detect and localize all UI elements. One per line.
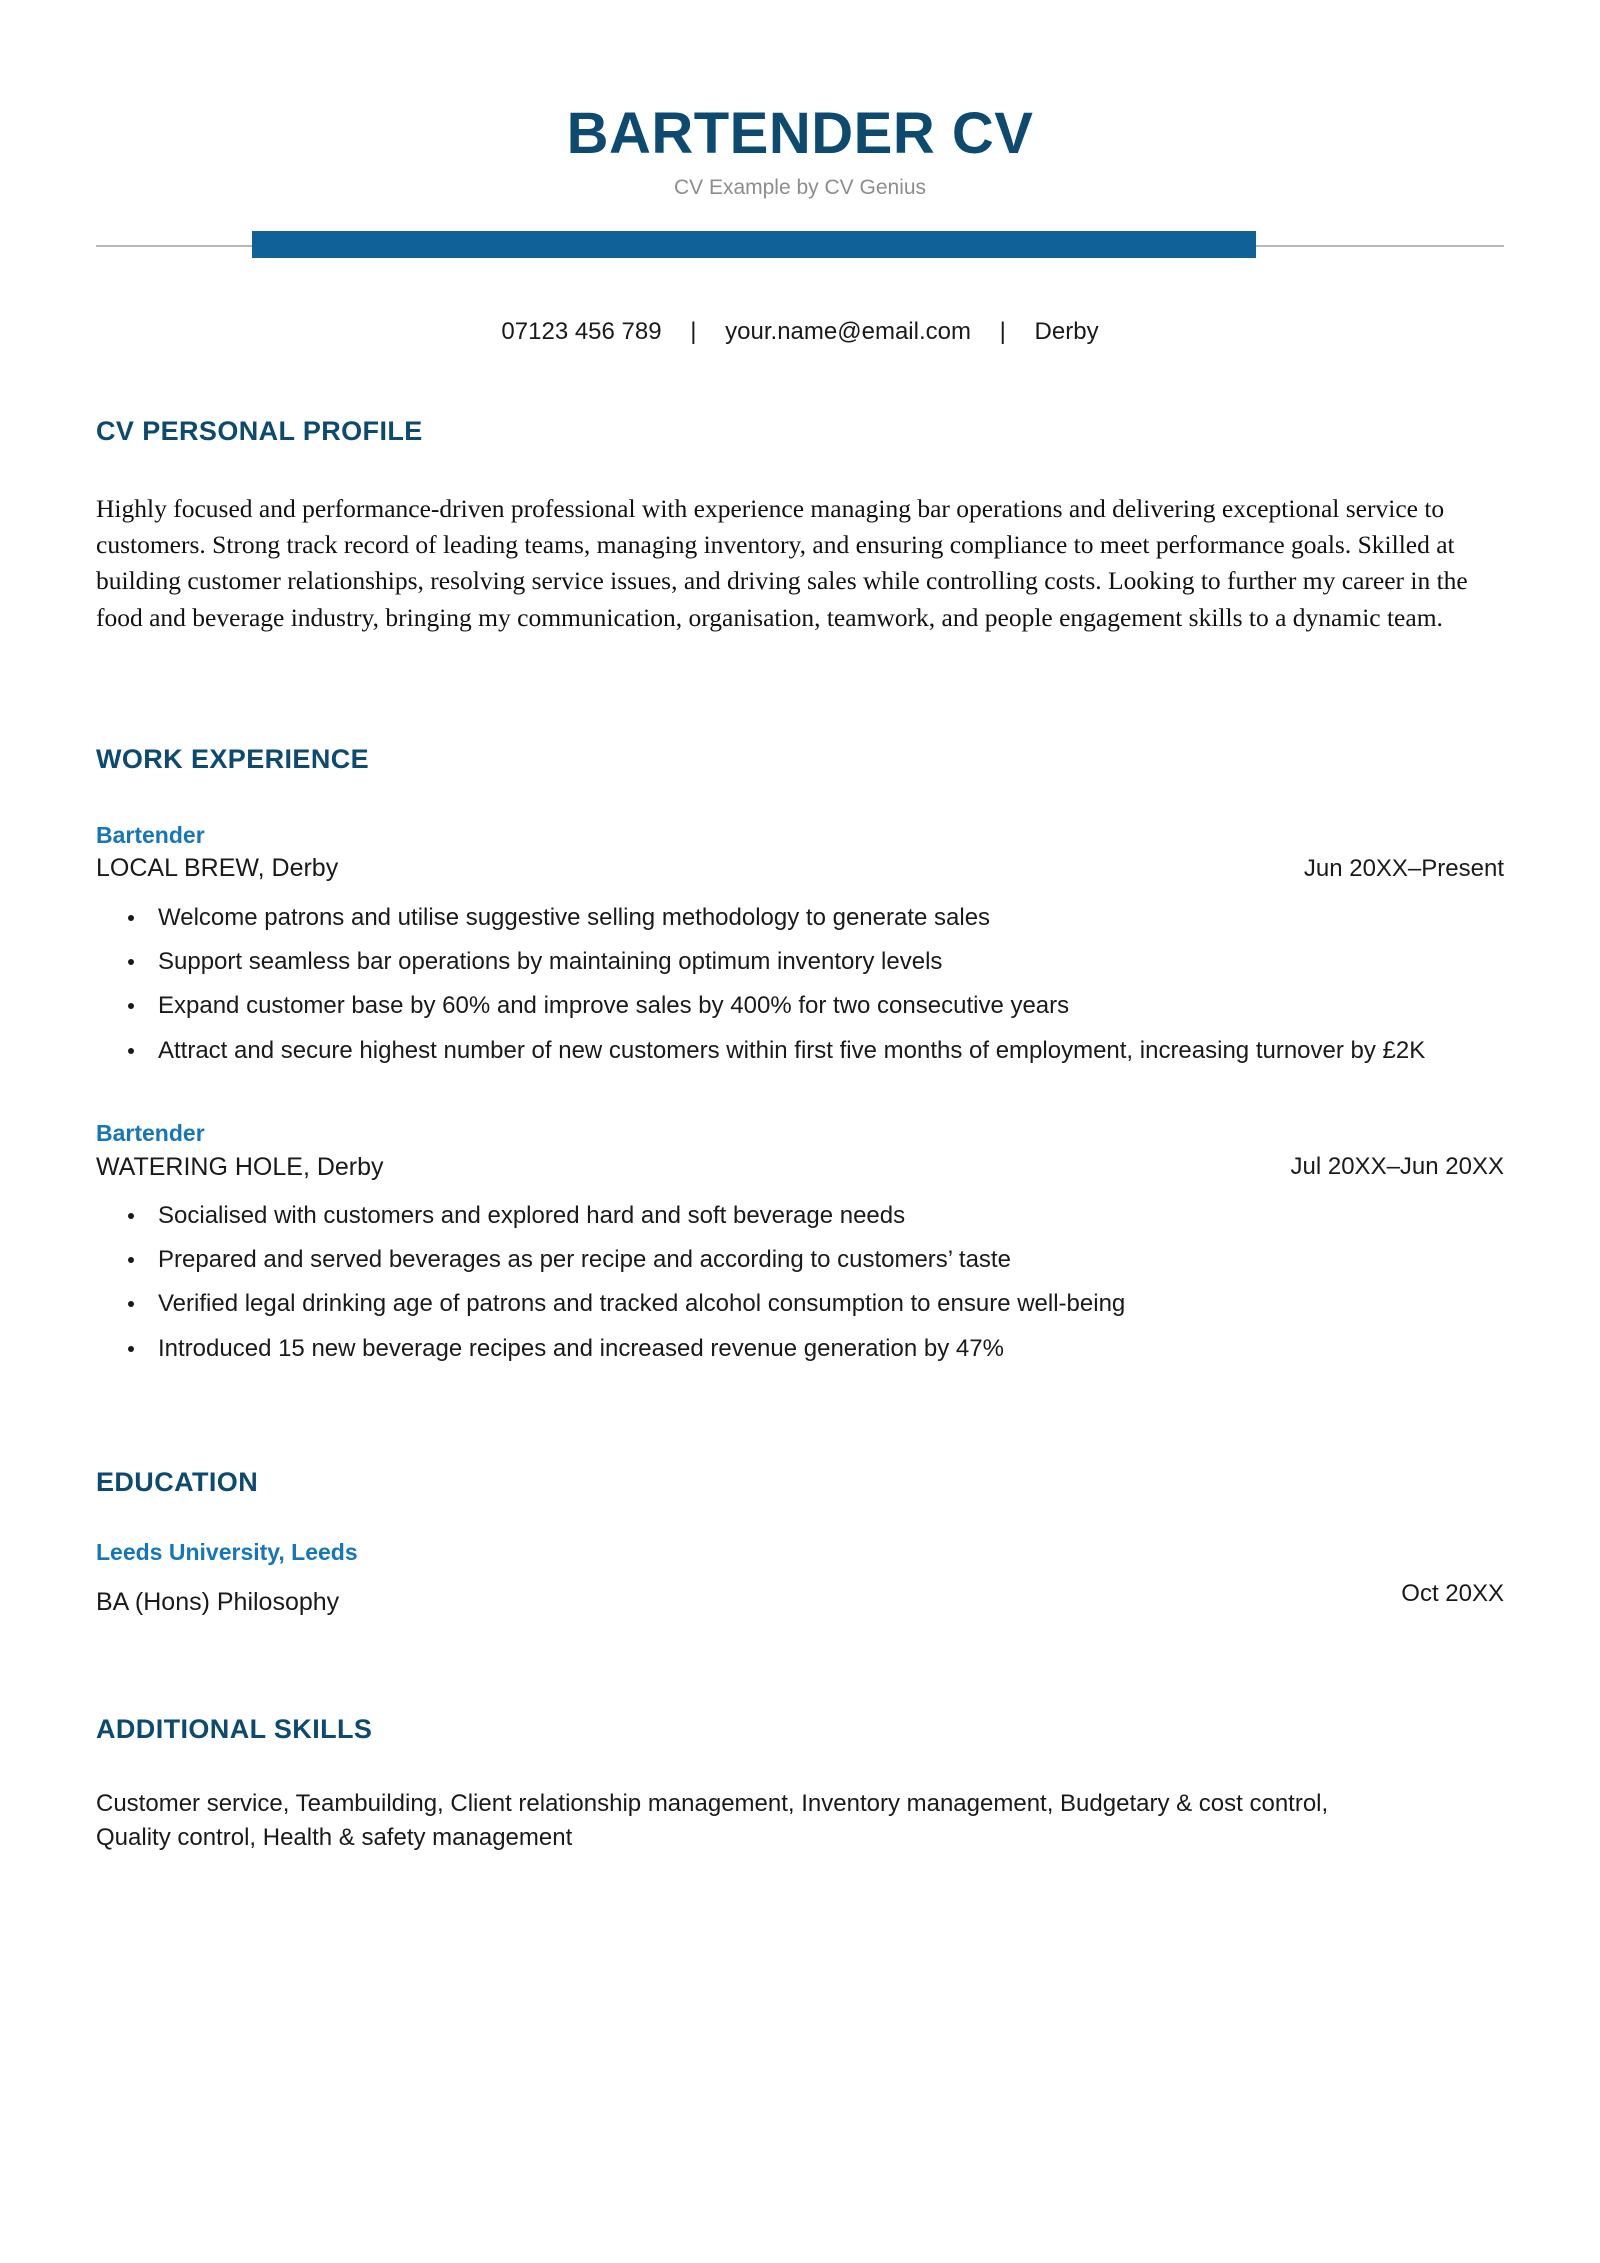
section-work-experience — [96, 744, 1504, 1363]
work-entry-organisation: LOCAL BREW, Derby — [96, 854, 339, 883]
work-entry-dates: Jul 20XX–Jun 20XX — [1290, 1152, 1504, 1180]
contact-separator-2: | — [999, 317, 1006, 345]
section-additional-skills — [96, 1714, 1504, 1855]
contact-location: Derby — [1034, 317, 1099, 345]
personal-profile-text: Highly focused and performance-driven professional with experience managing bar operations and delivering exceptional service to customers. Strong track record of leading teams, managing inventory, and ensuring compliance to meet performance goals. Skilled at building customer relationships, resolving service issues, and driving sales while controlling costs. Looking to further my career in the food and beverage industry, bringing my communication, organisation, teamwork, and people engagement skills to a dynamic team. — [96, 493, 1468, 632]
document-header — [96, 0, 1504, 200]
work-entry-bullets — [96, 1201, 1504, 1363]
section-heading-work-experience: WORK EXPERIENCE — [96, 743, 370, 774]
section-personal-profile — [96, 416, 1504, 636]
education-degree: BA (Hons) Philosophy — [96, 1587, 340, 1616]
contact-email: your.name@email.com — [725, 317, 971, 345]
page-title: BARTENDER CV — [566, 101, 1034, 166]
list-item: Verified legal drinking age of patrons and tracked alcohol consumption to ensure well-being — [96, 1289, 1504, 1318]
list-item: Welcome patrons and utilise suggestive selling methodology to generate sales — [96, 903, 1504, 932]
section-heading-personal-profile: CV PERSONAL PROFILE — [96, 415, 423, 446]
work-entry-title: Bartender — [96, 1119, 205, 1146]
education-entry — [96, 1538, 1504, 1618]
additional-skills-text: Customer service, Teambuilding, Client relationship management, Inventory management, Budgetary & cost control, Quality control, Health & safety management — [96, 1789, 1329, 1851]
list-item: Socialised with customers and explored hard and soft beverage needs — [96, 1201, 1504, 1230]
work-entry-title: Bartender — [96, 821, 205, 848]
work-entry-header — [96, 1119, 1504, 1183]
header-divider — [96, 228, 1504, 264]
contact-phone: 07123 456 789 — [501, 317, 662, 345]
work-entry-bullets — [96, 903, 1504, 1065]
list-item: Support seamless bar operations by maintaining optimum inventory levels — [96, 947, 1504, 976]
divider-accent-bar — [252, 231, 1256, 258]
section-education — [96, 1467, 1504, 1618]
list-item: Expand customer base by 60% and improve sales by 400% for two consecutive years — [96, 991, 1504, 1020]
work-entry-organisation: WATERING HOLE, Derby — [96, 1152, 384, 1181]
work-entry-dates: Jun 20XX–Present — [1303, 854, 1504, 882]
section-heading-education: EDUCATION — [96, 1466, 259, 1497]
contact-separator-1: | — [690, 317, 697, 345]
list-item: Prepared and served beverages as per recipe and according to customers’ taste — [96, 1245, 1504, 1274]
contact-line — [96, 318, 1504, 346]
education-date: Oct 20XX — [1401, 1579, 1504, 1607]
work-entry-header — [96, 821, 1504, 885]
section-heading-additional-skills: ADDITIONAL SKILLS — [96, 1713, 373, 1744]
list-item: Introduced 15 new beverage recipes and increased revenue generation by 47% — [96, 1334, 1504, 1363]
work-entry — [96, 821, 1504, 1065]
education-school: Leeds University, Leeds — [96, 1538, 358, 1565]
list-item: Attract and secure highest number of new customers within first five months of employment, increasing turnover by £2K — [96, 1036, 1504, 1065]
work-entry — [96, 1119, 1504, 1363]
document-subtitle: CV Example by CV Genius — [673, 175, 927, 199]
